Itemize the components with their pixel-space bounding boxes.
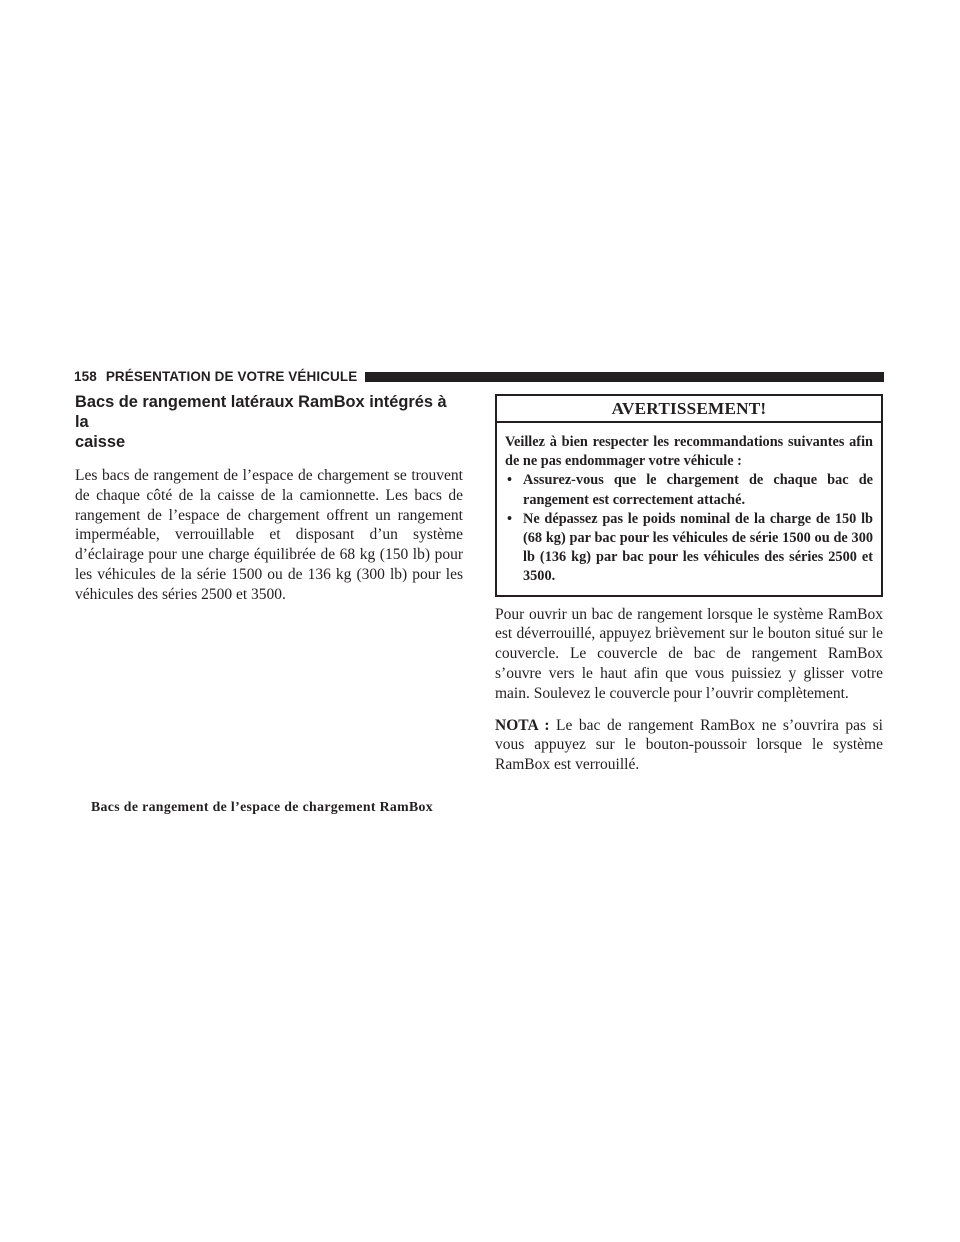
warning-list — [505, 471, 873, 586]
warning-box — [495, 394, 883, 597]
rambox-description-paragraph: Les bacs de rangement de l’espace de chargement se trouvent de chaque côté de la caisse de la camionnette. Les bacs de rangement de l’espace de chargement offrent un rangement imperméable, verrouillable et disposant d’un système d’éclairage pour une charge équilibrée de 68 kg (150 lb) pour les véhicules de la série 1500 ou de 136 kg (300 lb) pour les véhicules des séries 2500 et 3500. — [75, 467, 463, 603]
right-column — [495, 394, 883, 775]
running-title: PRÉSENTATION DE VOTRE VÉHICULE — [105, 368, 358, 384]
note-paragraph — [495, 716, 883, 775]
section-heading-line-2: caisse — [75, 433, 126, 451]
header-rule — [365, 372, 884, 382]
note-text: Le bac de rangement RamBox ne s’ouvrira pas si vous appuyez sur le bouton-poussoir lorsque le système RamBox est verrouillé. — [495, 716, 883, 774]
warning-item — [505, 510, 873, 587]
warning-intro: Veillez à bien respecter les recommandations suivantes afin de ne pas endommager votre véhicule : — [505, 434, 873, 470]
section-heading-line-1: Bacs de rangement latéraux RamBox intégrés à la — [75, 393, 447, 431]
note-label: NOTA : — [495, 716, 550, 734]
warning-title: AVERTISSEMENT! — [497, 396, 881, 423]
left-column — [75, 392, 463, 605]
warning-item — [505, 471, 873, 509]
bullet-icon: • — [507, 472, 513, 489]
warning-item-text: Ne dépassez pas le poids nominal de la charge de 150 lb (68 kg) par bac pour les véhicules de série 1500 ou de 300 lb (136 kg) par bac pour les véhicules des séries 2500 et 3500. — [523, 510, 873, 585]
section-heading — [75, 392, 463, 452]
warning-body — [497, 423, 881, 595]
opening-instructions-paragraph: Pour ouvrir un bac de rangement lorsque le système RamBox est déverrouillé, appuyez brièvement sur le bouton situé sur le couvercle. Le couvercle de bac de rangement RamBox s’ouvre vers le haut afin que vous puissiez y glisser votre main. Soulevez le couvercle pour l’ouvrir complètement. — [495, 605, 883, 702]
warning-item-text: Assurez-vous que le chargement de chaque bac de rangement est correctement attaché. — [523, 472, 873, 508]
figure-caption: Bacs de rangement de l’espace de chargement RamBox — [91, 799, 434, 814]
bullet-icon: • — [507, 510, 513, 527]
page-number: 158 — [74, 368, 97, 384]
page-header — [74, 366, 884, 386]
right-column-text — [495, 605, 883, 775]
